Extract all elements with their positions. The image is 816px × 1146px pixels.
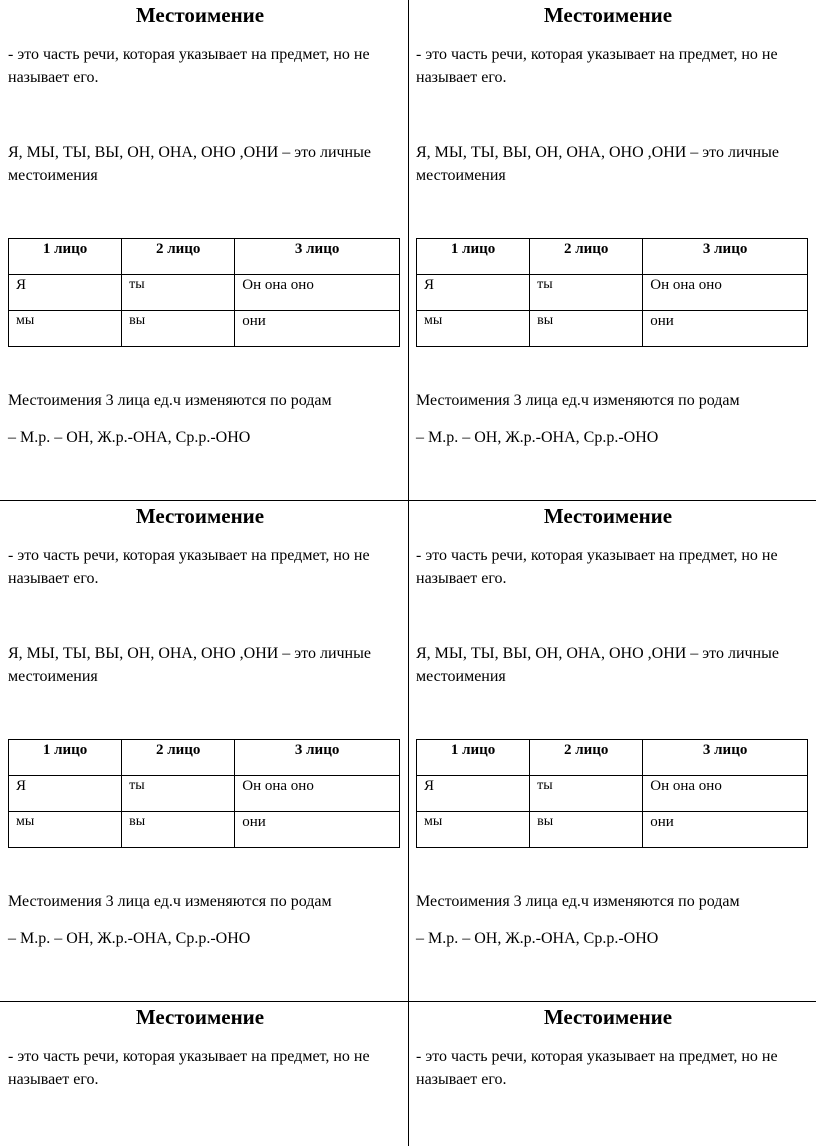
header-third-person: 3 лицо [643,740,808,776]
table-cell: ты [530,275,643,311]
pronoun-card [0,501,400,1001]
gender-note: Местоимения 3 лица ед.ч изменяются по родам [8,893,332,910]
gender-forms: – М.р. – ОН, Ж.р.-ОНА, Ср.р.-ОНО [416,930,659,947]
table-cell: Он она оно [235,776,400,812]
table-cell: ты [122,776,235,812]
table-cell: мы [417,812,530,848]
header-second-person: 2 лицо [530,239,643,275]
definition-text: - это часть речи, которая указывает на предмет, но не называет его. [416,46,778,86]
card-title: Местоимение [543,504,673,528]
definition-text: - это часть речи, которая указывает на предмет, но не называет его. [8,547,370,587]
card-title: Местоимение [135,1005,265,1029]
person-table [8,238,400,347]
personal-pronouns-text: Я, МЫ, ТЫ, ВЫ, ОН, ОНА, ОНО ,ОНИ – это личные местоимения [416,645,779,685]
table-row [417,776,808,812]
header-first-person: 1 лицо [9,740,122,776]
definition-text: - это часть речи, которая указывает на предмет, но не называет его. [416,547,778,587]
table-cell: вы [530,812,643,848]
table-cell: ты [122,275,235,311]
header-third-person: 3 лицо [235,740,400,776]
table-cell: Он она оно [643,776,808,812]
table-row [417,311,808,347]
table-row [9,275,400,311]
gender-forms: – М.р. – ОН, Ж.р.-ОНА, Ср.р.-ОНО [8,930,251,947]
gender-note: Местоимения 3 лица ед.ч изменяются по родам [416,392,740,409]
table-row [9,812,400,848]
table-cell: вы [122,311,235,347]
table-cell: они [643,812,808,848]
table-cell: ты [530,776,643,812]
card-title: Местоимение [135,3,265,27]
header-first-person: 1 лицо [9,239,122,275]
person-table [416,739,808,848]
definition-text: - это часть речи, которая указывает на предмет, но не называет его. [416,1048,778,1088]
table-row [9,311,400,347]
card-title: Местоимение [543,1005,673,1029]
table-cell: они [643,311,808,347]
header-third-person: 3 лицо [643,239,808,275]
person-table [416,238,808,347]
pronoun-card [0,0,400,500]
gender-note: Местоимения 3 лица ед.ч изменяются по родам [8,392,332,409]
table-cell: они [235,311,400,347]
table-row [9,776,400,812]
personal-pronouns-text: Я, МЫ, ТЫ, ВЫ, ОН, ОНА, ОНО ,ОНИ – это личные местоимения [8,144,371,184]
table-cell: Я [9,776,122,812]
definition-text: - это часть речи, которая указывает на предмет, но не называет его. [8,46,370,86]
pronoun-card [408,0,808,500]
table-cell: они [235,812,400,848]
header-second-person: 2 лицо [122,740,235,776]
table-cell: вы [530,311,643,347]
header-third-person: 3 лицо [235,239,400,275]
header-first-person: 1 лицо [417,239,530,275]
table-cell: Я [9,275,122,311]
table-cell: Он она оно [643,275,808,311]
pronoun-card [408,1002,808,1146]
gender-note: Местоимения 3 лица ед.ч изменяются по родам [416,893,740,910]
pronoun-card [0,1002,400,1146]
card-title: Местоимение [135,504,265,528]
table-cell: мы [417,311,530,347]
personal-pronouns-text: Я, МЫ, ТЫ, ВЫ, ОН, ОНА, ОНО ,ОНИ – это личные местоимения [416,144,779,184]
table-cell: Я [417,776,530,812]
header-second-person: 2 лицо [530,740,643,776]
table-cell: Я [417,275,530,311]
person-table [8,739,400,848]
table-row [417,812,808,848]
header-second-person: 2 лицо [122,239,235,275]
pronoun-card [408,501,808,1001]
table-cell: вы [122,812,235,848]
header-first-person: 1 лицо [417,740,530,776]
table-row [417,275,808,311]
table-cell: мы [9,812,122,848]
definition-text: - это часть речи, которая указывает на предмет, но не называет его. [8,1048,370,1088]
gender-forms: – М.р. – ОН, Ж.р.-ОНА, Ср.р.-ОНО [416,429,659,446]
card-title: Местоимение [543,3,673,27]
table-cell: мы [9,311,122,347]
personal-pronouns-text: Я, МЫ, ТЫ, ВЫ, ОН, ОНА, ОНО ,ОНИ – это личные местоимения [8,645,371,685]
table-cell: Он она оно [235,275,400,311]
gender-forms: – М.р. – ОН, Ж.р.-ОНА, Ср.р.-ОНО [8,429,251,446]
